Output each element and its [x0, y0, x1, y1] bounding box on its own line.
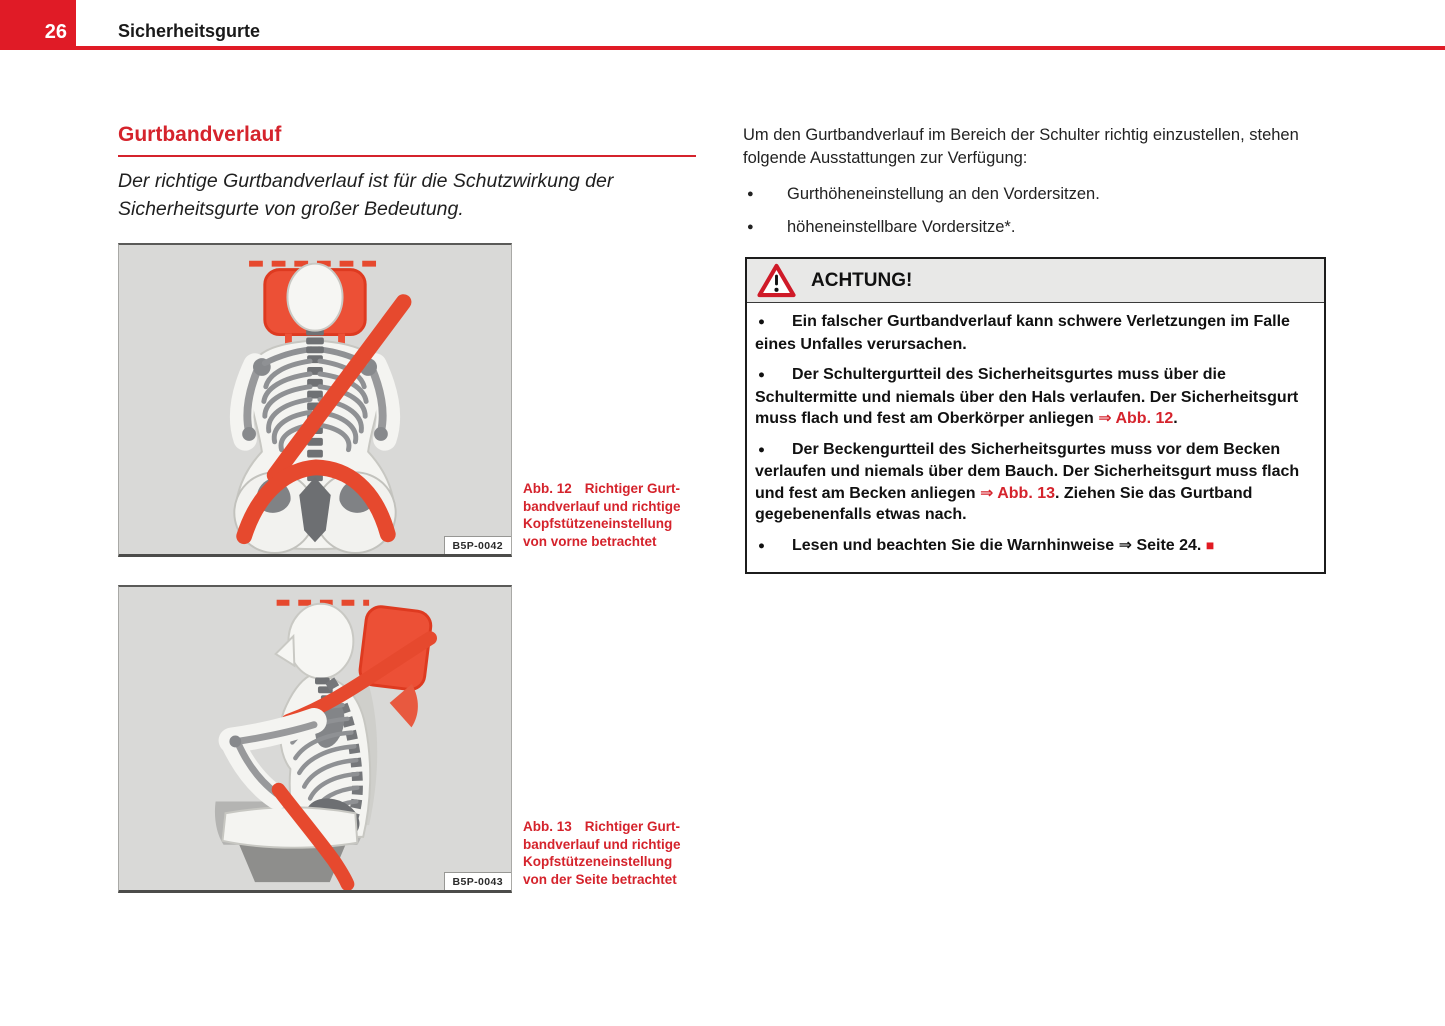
- figure-caption-label: Abb. 12: [523, 481, 572, 496]
- warning-text: Ein falscher Gurtbandverlauf kann schwere Verletzungen im Falle eines Unfalles verursachen.: [755, 313, 1290, 353]
- warning-box: [745, 257, 1326, 574]
- figure-code-badge: B5P-0042: [444, 536, 511, 554]
- feature-text: höheneinstellbare Vordersitze*.: [787, 218, 1016, 236]
- warning-text: . Ziehen Sie das Gurtband gegebenenfalls etwas nach.: [755, 484, 1253, 523]
- figure-caption-abb-13: [523, 818, 718, 888]
- warning-title: ACHTUNG!: [811, 269, 913, 291]
- warning-text: Der Schultergurtteil des Sicherheitsgurtes muss über die Schultermitte und niemals über den Hals verlaufen. Der Sicherheitsgurt muss flach und fest am Oberkörper anliegen: [755, 366, 1299, 427]
- bullet-icon: ●: [758, 369, 765, 381]
- figure-caption-label: Abb. 13: [523, 819, 572, 834]
- seatbelt-side-illustration: [119, 587, 511, 890]
- figure-caption-line: von vorne betrachtet: [523, 533, 657, 549]
- seatbelt-front-illustration: [119, 245, 511, 554]
- figure-reference: ⇒ Abb. 13: [979, 484, 1055, 502]
- bullet-icon: ●: [747, 188, 754, 200]
- figure-abb-13: [118, 585, 512, 893]
- figure-caption-line: Kopfstützeneinstellung: [523, 516, 673, 531]
- bullet-icon: ●: [758, 443, 765, 456]
- feature-item: [743, 216, 1335, 239]
- lead-paragraph: Der richtige Gurtbandverlauf ist für die Schutzwirkung der Sicherheitsgurte von großer Bedeutung.: [118, 170, 614, 220]
- warning-text: .: [1173, 410, 1178, 427]
- warning-item: [755, 439, 1316, 526]
- bullet-icon: ●: [758, 316, 765, 328]
- feature-item: [743, 183, 1335, 206]
- figure-caption-abb-12: [523, 480, 718, 550]
- header-rule: [0, 46, 1445, 50]
- right-intro-paragraph: Um den Gurtbandverlauf im Bereich der Schulter richtig einzustellen, stehen folgende Ausstattungen zur Verfügung:: [743, 126, 1299, 167]
- figure-reference: ⇒ Abb. 12: [1098, 410, 1174, 427]
- figure-caption-line: Richtiger Gurt-: [584, 481, 681, 496]
- figure-abb-12: [118, 243, 512, 557]
- warning-item: [755, 311, 1316, 355]
- warning-item: [755, 535, 1316, 558]
- page-number: 26: [0, 0, 76, 50]
- bullet-icon: ●: [758, 539, 765, 552]
- figure-caption-line: Kopfstützeneinstellung: [523, 854, 673, 869]
- warning-text: Lesen und beachten Sie die Warnhinweise ⇒ Seite 24.: [792, 536, 1206, 554]
- end-of-section-square: ■: [1205, 536, 1215, 553]
- figure-caption-line: bandverlauf und richtige: [523, 498, 681, 514]
- section-title: Sicherheitsgurte: [118, 21, 261, 41]
- warning-item: [755, 364, 1316, 430]
- figure-caption-line: Richtiger Gurt-: [584, 819, 681, 834]
- warning-triangle-icon: [757, 263, 796, 298]
- page-title: Gurtbandverlauf: [118, 123, 696, 157]
- warning-text: Der Beckengurtteil des Sicherheitsgurtes muss vor dem Becken verlaufen und niemals über dem Bauch. Der Sicherheitsgurt muss flach und fest am Becken anliegen: [755, 440, 1300, 502]
- feature-text: Gurthöheneinstellung an den Vordersitzen.: [787, 185, 1100, 203]
- figure-code-badge: B5P-0043: [444, 872, 511, 890]
- warning-header: [747, 259, 1324, 303]
- feature-list: [743, 183, 1335, 249]
- bullet-icon: ●: [747, 221, 754, 233]
- warning-list: [747, 303, 1324, 572]
- figure-caption-line: von der Seite betrachtet: [523, 871, 677, 887]
- figure-caption-line: bandverlauf und richtige: [523, 836, 681, 852]
